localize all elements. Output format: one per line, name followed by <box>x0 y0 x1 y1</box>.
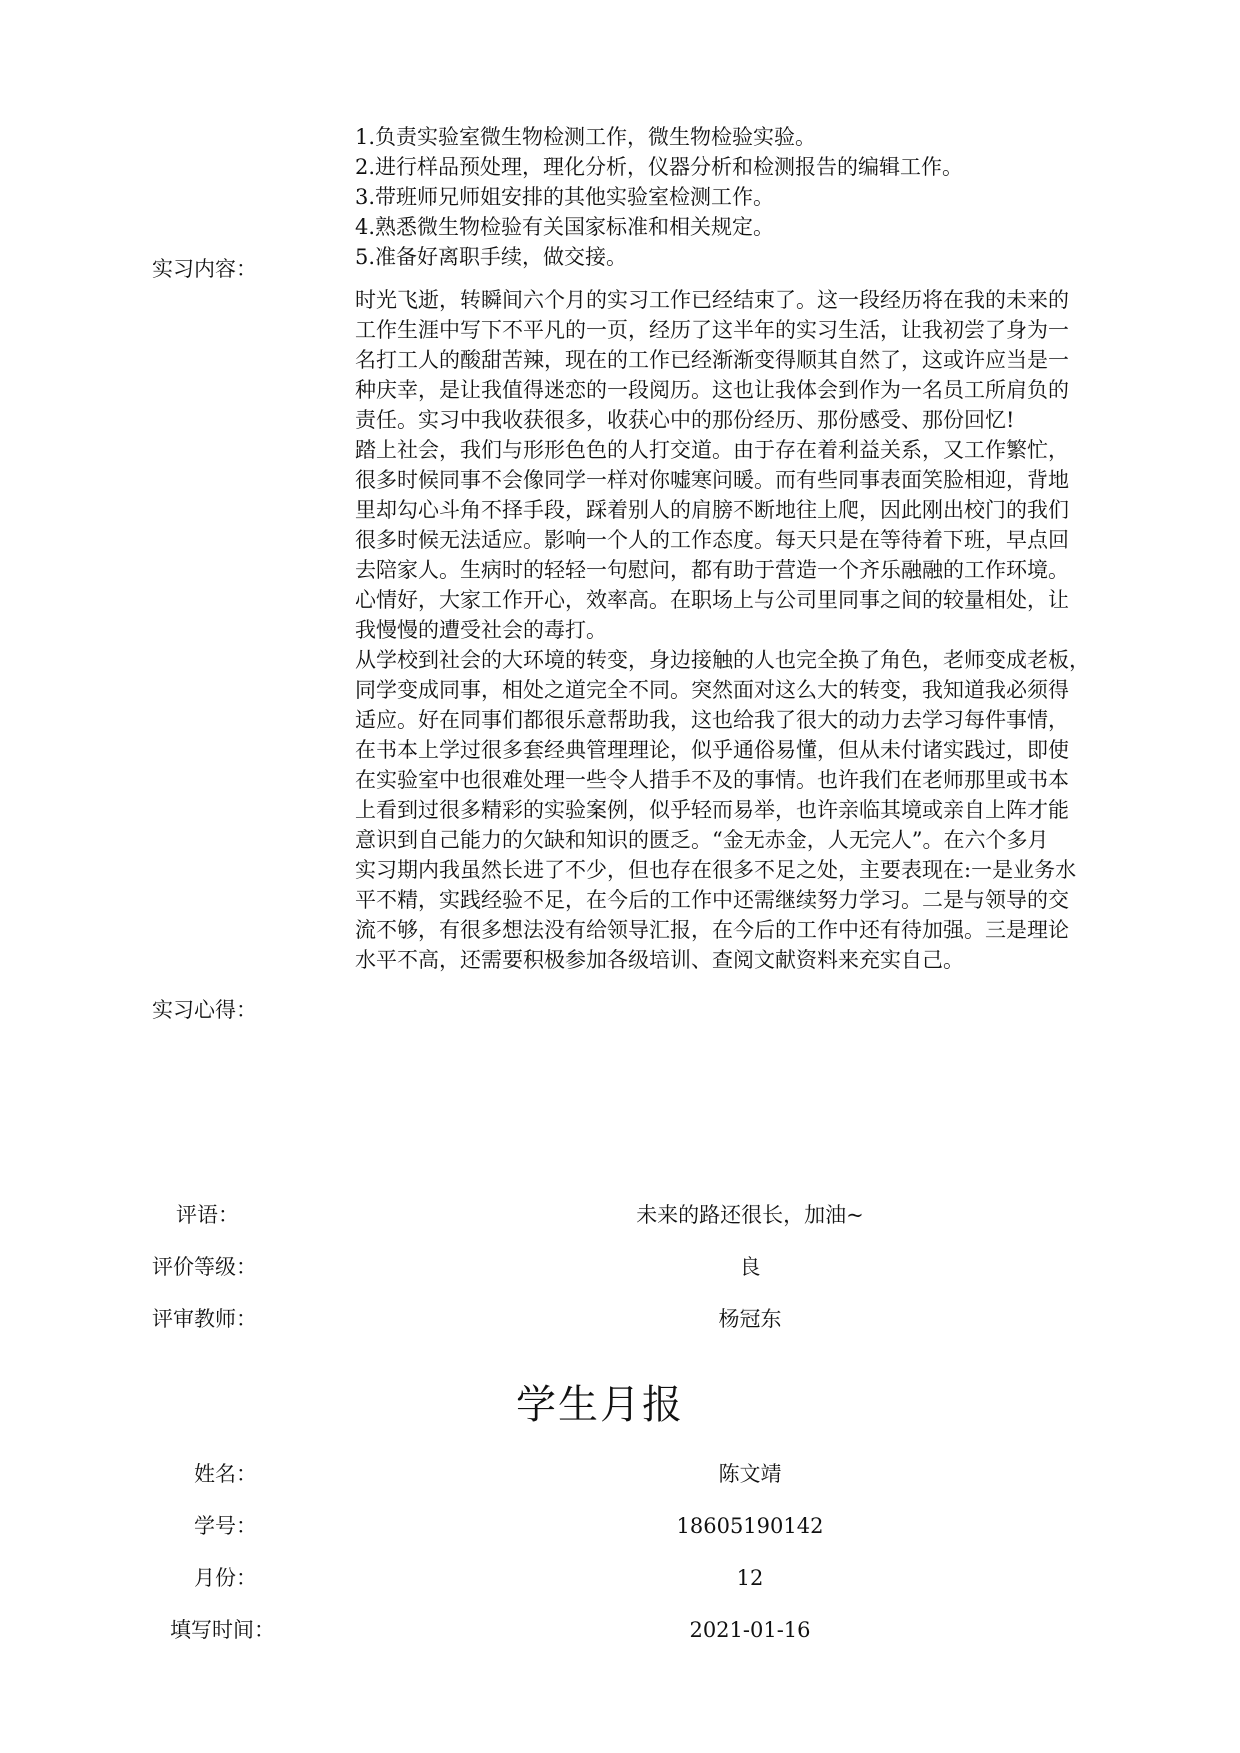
reflection-line: 时光飞逝，转瞬间六个月的实习工作已经结束了。这一段经历将在我的未来的 <box>355 288 1069 312</box>
reflection-line: 心情好，大家工作开心，效率高。在职场上与公司里同事之间的较量相处，让 <box>355 588 1069 612</box>
fill-date-value: 2021-01-16 <box>689 1618 811 1642</box>
reflection-line: 意识到自己能力的欠缺和知识的匮乏。“金无赤金，人无完人”。在六个多月 <box>355 828 1049 852</box>
student-id-label: 学号： <box>194 1514 257 1538</box>
teacher-label: 评审教师： <box>152 1307 257 1331</box>
reflection-line: 适应。好在同事们都很乐意帮助我，这也给我了很大的动力去学习每件事情， <box>355 708 1069 732</box>
reflection-line: 我慢慢的遭受社会的毒打。 <box>355 618 607 642</box>
teacher-value: 杨冠东 <box>718 1307 782 1331</box>
reflection-line: 名打工人的酸甜苦辣，现在的工作已经渐渐变得顺其自然了，这或许应当是一 <box>355 348 1069 372</box>
internship-reflection-text <box>355 285 1145 975</box>
reflection-line: 工作生涯中写下不平凡的一页，经历了这半年的实习生活，让我初尝了身为一 <box>355 318 1069 342</box>
content-line: 4.熟悉微生物检验有关国家标准和相关规定。 <box>355 215 775 239</box>
internship-content-label: 实习内容： <box>152 257 257 281</box>
reflection-line: 上看到过很多精彩的实验案例，似乎轻而易举，也许亲临其境或亲自上阵才能 <box>355 798 1069 822</box>
name-value: 陈文靖 <box>718 1462 782 1486</box>
month-label: 月份： <box>194 1566 257 1590</box>
student-id-value: 18605190142 <box>676 1514 824 1538</box>
reflection-line: 在书本上学过很多套经典管理理论，似乎通俗易懂，但从未付诸实践过，即使 <box>355 738 1069 762</box>
reflection-line: 同学变成同事，相处之道完全不同。突然面对这么大的转变，我知道我必须得 <box>355 678 1069 702</box>
reflection-line: 踏上社会，我们与形形色色的人打交道。由于存在着利益关系，又工作繁忙， <box>355 438 1069 462</box>
reflection-line: 实习期内我虽然长进了不少，但也存在很多不足之处，主要表现在:一是业务水 <box>355 858 1077 882</box>
reflection-line: 责任。实习中我收获很多，收获心中的那份经历、那份感受、那份回忆! <box>355 408 1015 432</box>
name-label: 姓名： <box>194 1462 257 1486</box>
reflection-line: 很多时候同事不会像同学一样对你嘘寒问暖。而有些同事表面笑脸相迎，背地 <box>355 468 1069 492</box>
internship-content-list <box>355 122 1145 272</box>
grade-value: 良 <box>739 1255 761 1279</box>
content-line: 3.带班师兄师姐安排的其他实验室检测工作。 <box>355 185 775 209</box>
comment-label: 评语： <box>176 1203 239 1227</box>
reflection-line: 种庆幸，是让我值得迷恋的一段阅历。这也让我体会到作为一名员工所肩负的 <box>355 378 1069 402</box>
reflection-line: 水平不高，还需要积极参加各级培训、查阅文献资料来充实自己。 <box>355 948 964 972</box>
reflection-line: 很多时候无法适应。影响一个人的工作态度。每天只是在等待着下班，早点回 <box>355 528 1069 552</box>
content-line: 2.进行样品预处理，理化分析，仪器分析和检测报告的编辑工作。 <box>355 155 964 179</box>
reflection-line: 在实验室中也很难处理一些令人措手不及的事情。也许我们在老师那里或书本 <box>355 768 1069 792</box>
reflection-line: 流不够，有很多想法没有给领导汇报，在今后的工作中还有待加强。三是理论 <box>355 918 1069 942</box>
comment-value: 未来的路还很长，加油~ <box>636 1203 864 1227</box>
content-line: 5.准备好离职手续，做交接。 <box>355 245 628 269</box>
reflection-line: 去陪家人。生病时的轻轻一句慰问，都有助于营造一个齐乐融融的工作环境。 <box>355 558 1069 582</box>
content-line: 1.负责实验室微生物检测工作，微生物检验实验。 <box>355 125 817 149</box>
month-value: 12 <box>736 1566 764 1590</box>
reflection-line: 从学校到社会的大环境的转变，身边接触的人也完全换了角色，老师变成老板， <box>355 648 1090 672</box>
reflection-line: 平不精，实践经验不足，在今后的工作中还需继续努力学习。二是与领导的交 <box>355 888 1069 912</box>
report-title: 学生月报 <box>516 1382 684 1428</box>
reflection-line: 里却勾心斗角不择手段，踩着别人的肩膀不断地往上爬，因此刚出校门的我们 <box>355 498 1069 522</box>
fill-date-label: 填写时间： <box>170 1618 275 1642</box>
internship-reflection-label: 实习心得： <box>152 998 257 1022</box>
grade-label: 评价等级： <box>152 1255 257 1279</box>
